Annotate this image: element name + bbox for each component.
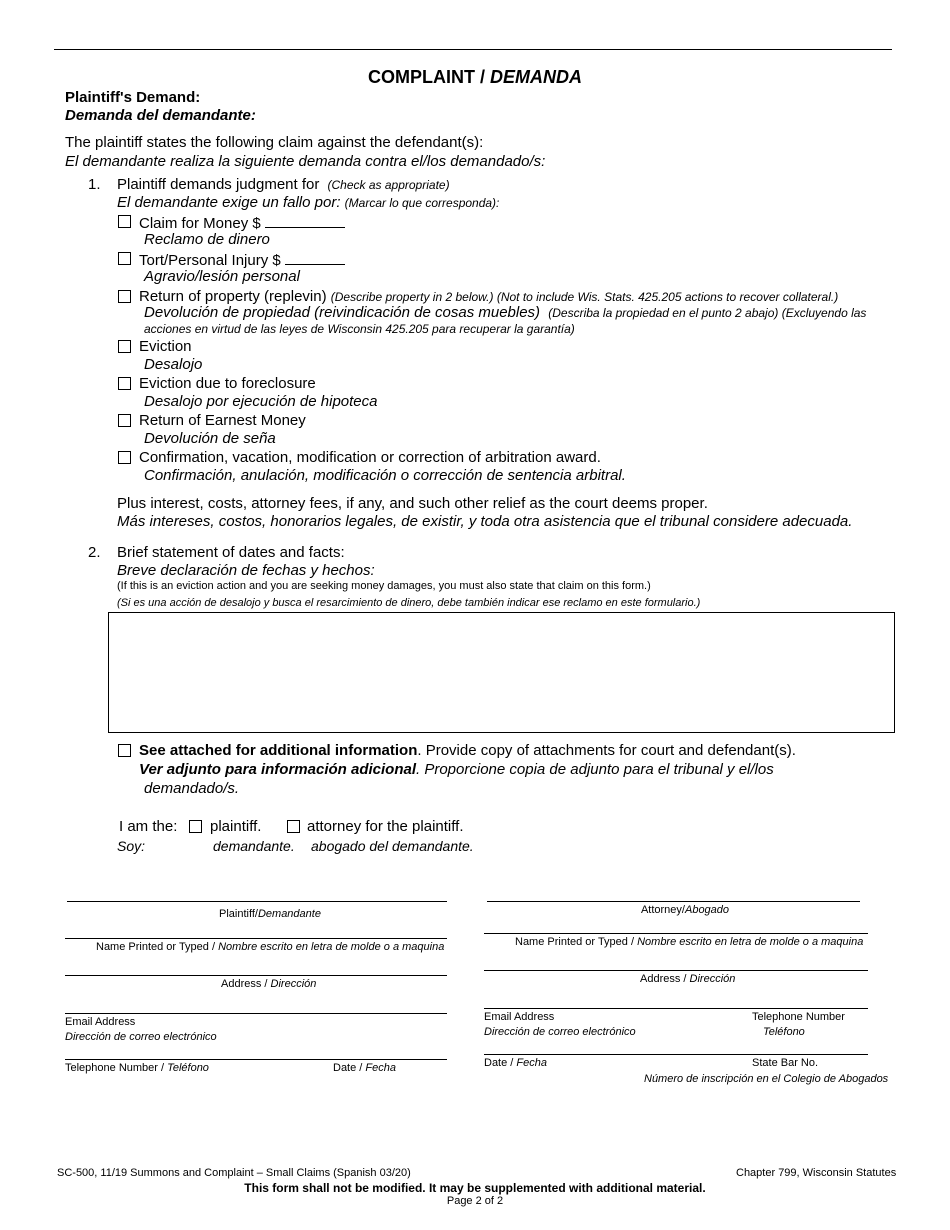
see-attached-es-rest: . Proporcione copia de adjunto para el tribunal y el/los bbox=[416, 761, 774, 778]
plaintiff-email-caption-es: Dirección de correo electrónico bbox=[65, 1031, 217, 1043]
attorney-address-en: Address / bbox=[640, 973, 690, 985]
eviction-foreclosure-label-es: Desalojo por ejecución de hipoteca bbox=[144, 393, 378, 410]
arbitration-label: Confirmation, vacation, modification or correction of arbitration award. bbox=[139, 449, 601, 466]
item2-number: 2. bbox=[88, 544, 101, 561]
return-property-checkbox[interactable] bbox=[118, 290, 131, 303]
plaintiff-name-en: Name Printed or Typed / bbox=[96, 941, 219, 953]
eviction-checkbox[interactable] bbox=[118, 340, 131, 353]
tort-injury-amount-field[interactable] bbox=[285, 250, 345, 265]
footer-page-number: Page 2 of 2 bbox=[446, 1195, 504, 1207]
attorney-phone-caption-en: Telephone Number bbox=[752, 1011, 845, 1023]
plaintiff-address-caption bbox=[221, 978, 316, 990]
plaintiff-address-es: Dirección bbox=[270, 978, 317, 990]
iam-attorney-es: abogado del demandante. bbox=[311, 838, 474, 854]
attorney-email-phone-line[interactable] bbox=[484, 1008, 868, 1009]
footer-form-id: SC-500, 11/19 Summons and Complaint – Small Claims (Spanish 03/20) bbox=[57, 1167, 411, 1179]
plaintiff-email-line[interactable] bbox=[65, 1013, 447, 1014]
plaintiff-phone-en: Telephone Number / bbox=[65, 1062, 168, 1074]
claim-money-label bbox=[139, 213, 345, 232]
return-property-es-text: Devolución de propiedad (reivindicación de cosas muebles) bbox=[144, 304, 541, 321]
arbitration-checkbox[interactable] bbox=[118, 451, 131, 464]
plaintiff-signature-line[interactable] bbox=[67, 901, 447, 902]
claim-money-amount-field[interactable] bbox=[265, 213, 345, 228]
demand-heading-en: Plaintiff's Demand: bbox=[65, 89, 201, 106]
claim-money-label-text: Claim for Money $ bbox=[139, 215, 261, 232]
attorney-address-line[interactable] bbox=[484, 970, 868, 971]
plaintiff-date-es: Fecha bbox=[365, 1062, 396, 1074]
page-title bbox=[0, 67, 950, 88]
plaintiff-phone-caption bbox=[65, 1062, 209, 1074]
see-attached-es bbox=[139, 761, 774, 778]
iam-plaintiff-es: demandante. bbox=[213, 838, 295, 854]
attorney-address-caption bbox=[640, 973, 735, 985]
facts-textarea[interactable] bbox=[108, 612, 895, 733]
eviction-label-es: Desalojo bbox=[144, 356, 203, 373]
plaintiff-phone-date-line[interactable] bbox=[65, 1059, 447, 1060]
item1-heading-es-text: El demandante exige un fallo por: bbox=[117, 194, 341, 211]
tort-injury-label-es: Agravio/lesión personal bbox=[144, 268, 300, 285]
eviction-label: Eviction bbox=[139, 338, 192, 355]
attorney-name-line[interactable] bbox=[484, 933, 868, 934]
return-property-label-text: Return of property (replevin) bbox=[139, 288, 327, 305]
claim-money-label-es: Reclamo de dinero bbox=[144, 231, 270, 248]
item2-note-es: (Si es una acción de desalojo y busca el resarcimiento de dinero, debe también indicar ese reclamo en este formulario.) bbox=[117, 597, 701, 609]
attorney-phone-caption-es: Teléfono bbox=[763, 1026, 805, 1038]
iam-label-es: Soy: bbox=[117, 838, 146, 854]
plaintiff-caption-en: Plaintiff/ bbox=[219, 908, 258, 920]
intro-es: El demandante realiza la siguiente demanda contra el/los demandado/s: bbox=[65, 153, 546, 170]
attorney-signature-line[interactable] bbox=[487, 901, 860, 902]
see-attached-checkbox[interactable] bbox=[118, 744, 131, 757]
return-property-note: (Describe property in 2 below.) (Not to include Wis. Stats. 425.205 actions to recover collateral.) bbox=[330, 290, 839, 304]
tort-injury-label-text: Tort/Personal Injury $ bbox=[139, 252, 281, 269]
attorney-caption-en: Attorney/ bbox=[640, 904, 685, 916]
plus-interest-en: Plus interest, costs, attorney fees, if any, and such other relief as the court deems proper. bbox=[117, 495, 708, 512]
arbitration-label-es: Confirmación, anulación, modificación o corrección de sentencia arbitral. bbox=[144, 467, 626, 484]
see-attached-en bbox=[139, 742, 796, 759]
plaintiff-date-caption bbox=[333, 1062, 396, 1074]
top-rule bbox=[54, 49, 892, 50]
item1-heading-es-note: (Marcar lo que corresponda): bbox=[344, 196, 500, 210]
earnest-money-checkbox[interactable] bbox=[118, 414, 131, 427]
plaintiff-email-caption-en: Email Address bbox=[65, 1016, 136, 1028]
plaintiff-signature-caption bbox=[67, 908, 473, 920]
attorney-date-es: Fecha bbox=[516, 1057, 547, 1069]
iam-plaintiff-checkbox[interactable] bbox=[189, 820, 202, 833]
item1-heading-en bbox=[117, 176, 450, 193]
earnest-money-label: Return of Earnest Money bbox=[139, 412, 306, 429]
attorney-date-bar-line[interactable] bbox=[484, 1054, 868, 1055]
eviction-foreclosure-label: Eviction due to foreclosure bbox=[139, 375, 316, 392]
item2-heading-es: Breve declaración de fechas y hechos: bbox=[117, 562, 375, 579]
attorney-caption-es: Abogado bbox=[684, 904, 730, 916]
plaintiff-caption-es: Demandante bbox=[257, 908, 321, 920]
attorney-name-es: Nombre escrito en letra de molde o a maquina bbox=[637, 936, 864, 948]
claim-money-checkbox[interactable] bbox=[118, 215, 131, 228]
iam-attorney-checkbox[interactable] bbox=[287, 820, 300, 833]
attorney-email-caption-en: Email Address bbox=[484, 1011, 555, 1023]
title-italic: DEMANDA bbox=[490, 67, 582, 87]
plaintiff-phone-es: Teléfono bbox=[167, 1062, 209, 1074]
item1-number: 1. bbox=[88, 176, 101, 193]
iam-attorney-en: attorney for the plaintiff. bbox=[307, 818, 464, 835]
see-attached-es-bold: Ver adjunto para información adicional bbox=[139, 761, 416, 778]
see-attached-es-line2: demandado/s. bbox=[144, 780, 240, 797]
item2-heading-en: Brief statement of dates and facts: bbox=[117, 544, 345, 561]
state-bar-caption-en: State Bar No. bbox=[752, 1057, 819, 1069]
earnest-money-label-es: Devolución de seña bbox=[144, 430, 276, 447]
item2-note-en: (If this is an eviction action and you are seeking money damages, you must also state that claim on this form.) bbox=[117, 580, 651, 592]
tort-injury-checkbox[interactable] bbox=[118, 252, 131, 265]
demand-heading-es: Demanda del demandante: bbox=[65, 107, 256, 124]
tort-injury-label bbox=[139, 250, 345, 269]
plaintiff-address-en: Address / bbox=[221, 978, 271, 990]
iam-label-en: I am the: bbox=[119, 818, 178, 835]
attorney-name-en: Name Printed or Typed / bbox=[515, 936, 638, 948]
attorney-date-caption bbox=[484, 1057, 547, 1069]
see-attached-en-bold: See attached for additional information bbox=[139, 742, 418, 759]
eviction-foreclosure-checkbox[interactable] bbox=[118, 377, 131, 390]
state-bar-caption-es: Número de inscripción en el Colegio de Abogados bbox=[644, 1073, 889, 1085]
attorney-date-en: Date / bbox=[484, 1057, 517, 1069]
see-attached-en-rest: . Provide copy of attachments for court and defendant(s). bbox=[417, 742, 796, 759]
return-property-label bbox=[139, 288, 838, 305]
attorney-name-caption bbox=[515, 936, 863, 948]
plaintiff-name-line[interactable] bbox=[65, 938, 447, 939]
return-property-es-note: (Describa la propiedad en el punto 2 abajo) (Excluyendo las bbox=[548, 306, 867, 320]
attorney-address-es: Dirección bbox=[689, 973, 736, 985]
footer-chapter: Chapter 799, Wisconsin Statutes bbox=[736, 1167, 897, 1179]
item1-heading-en-note: (Check as appropriate) bbox=[327, 178, 450, 192]
attorney-signature-caption bbox=[487, 904, 883, 916]
iam-plaintiff-en: plaintiff. bbox=[210, 818, 262, 835]
plaintiff-address-line[interactable] bbox=[65, 975, 447, 976]
plaintiff-name-caption bbox=[96, 941, 444, 953]
plus-interest-es: Más intereses, costos, honorarios legales, de existir, y toda otra asistencia que el tribunal considere adecuada. bbox=[117, 513, 853, 530]
footer-notice: This form shall not be modified. It may be supplemented with additional material. bbox=[244, 1181, 706, 1195]
title-main: COMPLAINT / bbox=[368, 67, 490, 87]
return-property-es-note-line2: acciones en virtud de las leyes de Wisconsin 425.205 para recuperar la garantía) bbox=[144, 322, 575, 336]
intro-en: The plaintiff states the following claim against the defendant(s): bbox=[65, 134, 484, 151]
plaintiff-name-es: Nombre escrito en letra de molde o a maquina bbox=[218, 941, 445, 953]
plaintiff-date-en: Date / bbox=[333, 1062, 366, 1074]
return-property-label-es bbox=[144, 304, 866, 321]
item1-heading-es bbox=[117, 194, 499, 211]
attorney-email-caption-es: Dirección de correo electrónico bbox=[484, 1026, 636, 1038]
item1-heading-en-text: Plaintiff demands judgment for bbox=[117, 176, 320, 193]
